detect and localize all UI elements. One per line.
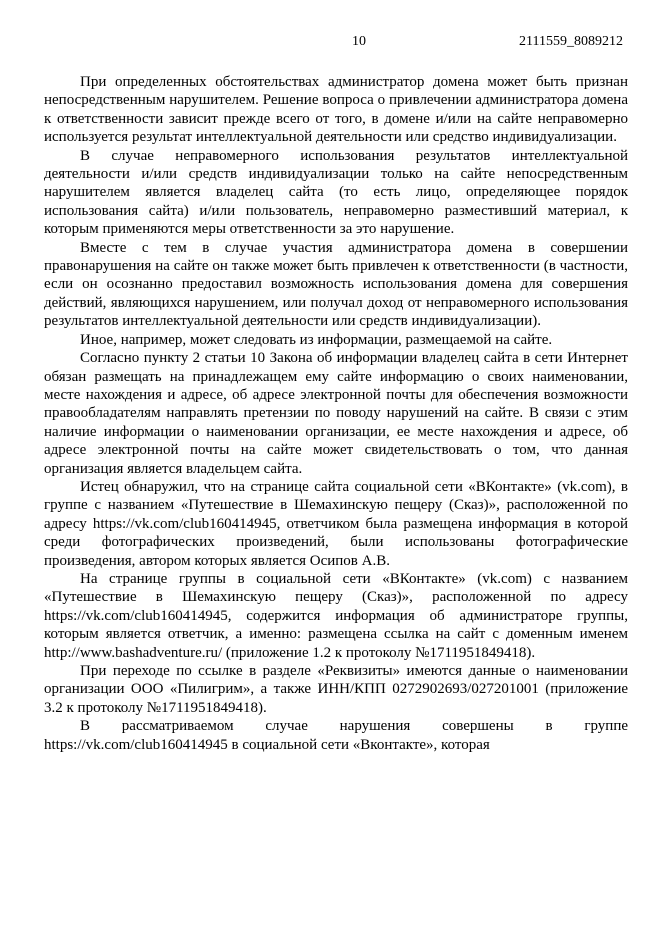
document-body xyxy=(44,73,628,754)
paragraph-6: Истец обнаружил, что на странице сайта социальной сети «ВКонтакте» (vk.com), в группе с названием «Путешествие в Шемахинскую пещеру (Сказ)», расположенной по адресу https://vk.com/club160414945, ответчиком была размещена информация в которой среди фотографических произведений, были использованы фотографические произведения, автором которых является Осипов А.В. xyxy=(44,478,628,569)
paragraph-1: При определенных обстоятельствах администратор домена может быть признан непосредственным нарушителем. Решение вопроса о привлечении администратора домена к ответственности зависит прежде всего от того, в домене и/или на сайте неправомерно используется результат интеллектуальной деятельности или средство индивидуализации. xyxy=(44,74,628,146)
paragraph-5: Согласно пункту 2 статьи 10 Закона об информации владелец сайта в сети Интернет обязан размещать на принадлежащем ему сайте информацию о своих наименовании, месте нахождения и адресе, об адресе электронной почты для обеспечения возможности правообладателям направлять претензии по поводу нарушений на сайте. В связи с этим наличие информации о наименовании организации, ее месте нахождения и адресе, об адресе электронной почты на сайте может свидетельствовать о том, что данная организация является владельцем сайта. xyxy=(44,350,628,477)
paragraph-8: При переходе по ссылке в разделе «Реквизиты» имеются данные о наименовании организации ООО «Пилигрим», а также ИНН/КПП 0272902693/027201001 (приложение 3.2 к протоколу №1711951849418). xyxy=(44,663,628,716)
paragraph-4: Иное, например, может следовать из информации, размещаемой на сайте. xyxy=(80,331,553,348)
page-number: 10 xyxy=(352,34,366,49)
doc-number: 2111559_8089212 xyxy=(519,34,623,49)
paragraph-9: В рассматриваемом случае нарушения совершены в группе https://vk.com/club160414945 в социальной сети «Вконтакте», которая xyxy=(44,718,628,753)
page-header xyxy=(0,33,667,52)
paragraph-3: Вместе с тем в случае участия администратора домена в совершении правонарушения на сайте он также может быть привлечен к ответственности (в частности, если он осознанно предоставил возможность использования домена для совершения действий, являющихся нарушением, или получал доход от неправомерного использования результатов интеллектуальной деятельности или средств индивидуализации). xyxy=(44,239,628,330)
paragraph-2: В случае неправомерного использования результатов интеллектуальной деятельности и/или средств индивидуализации только на сайте непосредственным нарушителем является владелец сайта (то есть лицо, определяющее порядок использования сайта) и/или пользователь, неправомерно разместивший материал, к которым применяются меры ответственности за это нарушение. xyxy=(44,147,628,238)
paragraph-7: На странице группы в социальной сети «ВКонтакте» (vk.com) с названием «Путешествие в Шемахинскую пещеру (Сказ)», расположенной по адресу https://vk.com/club160414945, содержится информация об администраторе группы, которым является ответчик, а именно: размещена ссылка на сайт с доменным именем http://www.bashadventure.ru/ (приложение 1.2 к протоколу №1711951849418). xyxy=(44,570,628,661)
